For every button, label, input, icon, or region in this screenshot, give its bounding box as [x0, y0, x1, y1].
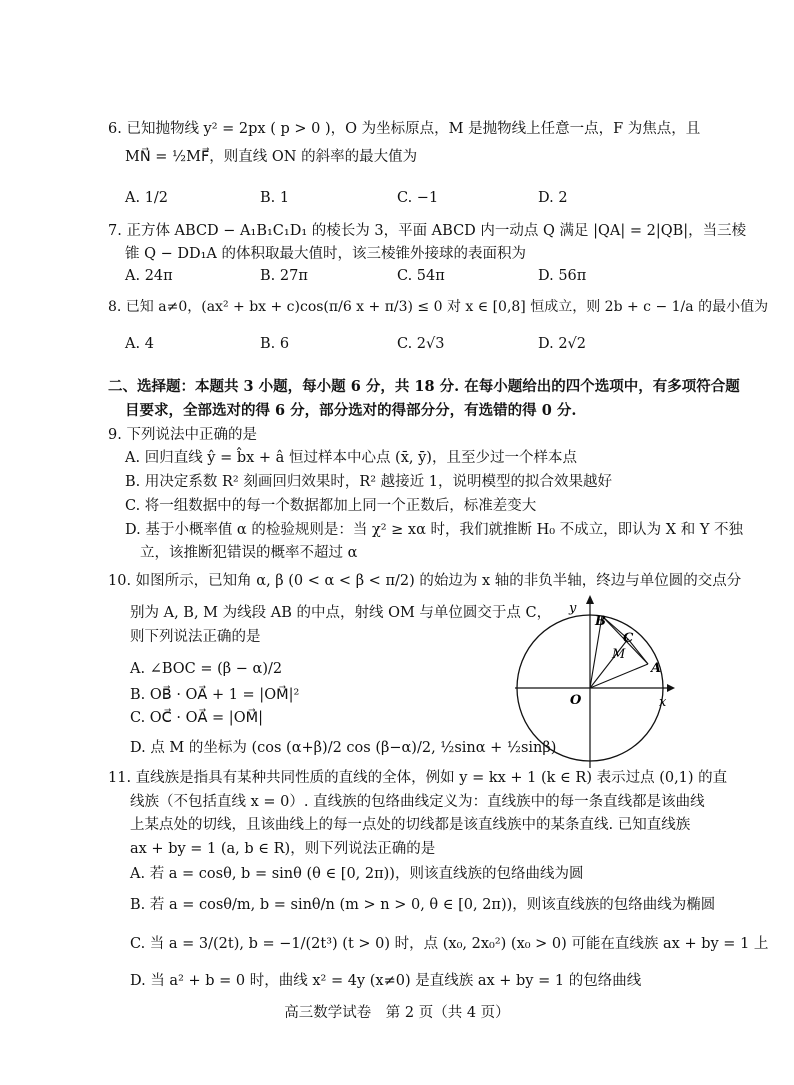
q11-option-d: D. 当 a² + b = 0 时，曲线 x² = 4y (x≠0) 是直线族 ax + by = 1 的包络曲线: [130, 973, 642, 989]
unit-circle-figure: [515, 592, 675, 772]
q11-line4: ax + by = 1 (a, b ∈ R)，则下列说法正确的是: [130, 841, 436, 857]
y-axis-arrow: [586, 595, 594, 604]
q7-option-a: A. 24π: [125, 268, 173, 284]
label-m: M: [612, 647, 626, 662]
q9-option-b: B. 用决定系数 R² 刻画回归效果时，R² 越接近 1，说明模型的拟合效果越好: [125, 474, 612, 490]
q8-line1: 8. 已知 a≠0，(ax² + bx + c)cos(π/6 x + π/3) ≤ 0 对 x ∈ [0,8] 恒成立，则 2b + c − 1/a 的最小值为: [108, 299, 769, 315]
q11-option-c: C. 当 a = 3/(2t), b = −1/(2t³) (t > 0) 时，点 (x₀, 2x₀²) (x₀ > 0) 可能在直线族 ax + by = 1 上: [130, 936, 769, 952]
q8-option-b: B. 6: [260, 336, 290, 352]
q10-line2: 别为 A, B, M 为线段 AB 的中点，射线 OM 与单位圆交于点 C，: [130, 605, 552, 621]
q6-option-d: D. 2: [538, 190, 568, 206]
q10-line3: 则下列说法正确的是: [130, 629, 261, 645]
label-a: A: [651, 661, 662, 676]
q6-option-b: B. 1: [260, 190, 290, 206]
q10-option-d: D. 点 M 的坐标为 (cos (α+β)/2 cos (β−α)/2, ½sinα + ½sinβ): [130, 740, 557, 756]
q11-line2: 线族（不包括直线 x = 0）. 直线族的包络曲线定义为：直线族中的每一条直线都是该曲线: [130, 794, 705, 810]
q8-option-c: C. 2√3: [397, 336, 445, 352]
page-footer: 高三数学试卷 第 2 页（共 4 页）: [284, 1005, 510, 1021]
label-b: B: [595, 614, 606, 629]
q9-stem: 9. 下列说法中正确的是: [108, 427, 257, 443]
q9-option-c: C. 将一组数据中的每一个数据都加上同一个正数后，标准差变大: [125, 498, 537, 514]
q10-line1: 10. 如图所示，已知角 α, β (0 < α < β < π/2) 的始边为 x 轴的非负半轴，终边与单位圆的交点分: [108, 573, 742, 589]
label-c: C: [623, 631, 634, 646]
section2-line2: 目要求，全部选对的得 6 分，部分选对的得部分分，有选错的得 0 分.: [125, 402, 577, 419]
q11-option-b: B. 若 a = cosθ/m, b = sinθ/n (m > n > 0, θ ∈ [0, 2π))，则该直线族的包络曲线为椭圆: [130, 897, 716, 913]
q10-option-b: B. OB⃗ · OA⃗ + 1 = |OM⃗|²: [130, 687, 300, 703]
q8-option-a: A. 4: [125, 336, 154, 352]
q10-option-a: A. ∠BOC = (β − α)/2: [130, 661, 283, 677]
q11-line1: 11. 直线族是指具有某种共同性质的直线的全体，例如 y = kx + 1 (k ∈ R) 表示过点 (0,1) 的直: [108, 770, 728, 786]
q7-option-d: D. 56π: [538, 268, 587, 284]
x-axis-arrow: [667, 684, 675, 692]
q6-line1: 6. 已知抛物线 y² = 2px ( p > 0 )，O 为坐标原点，M 是抛物线上任意一点，F 为焦点，且: [108, 121, 701, 137]
q8-option-d: D. 2√2: [538, 336, 587, 352]
q7-line1: 7. 正方体 ABCD − A₁B₁C₁D₁ 的棱长为 3，平面 ABCD 内一动点 Q 满足 |QA| = 2|QB|，当三棱: [108, 223, 747, 239]
q11-line3: 上某点处的切线，且该曲线上的每一点处的切线都是该直线族中的某条直线. 已知直线族: [130, 817, 691, 833]
q6-option-a: A. 1/2: [125, 190, 169, 206]
q7-line2: 锥 Q − DD₁A 的体积取最大值时，该三棱锥外接球的表面积为: [125, 246, 527, 262]
label-x: x: [659, 695, 667, 710]
q9-option-a: A. 回归直线 ŷ = b̂x + â 恒过样本中心点 (x̄, ȳ)，且至少过一个样本点: [125, 450, 577, 466]
q7-option-b: B. 27π: [260, 268, 308, 284]
q7-option-c: C. 54π: [397, 268, 445, 284]
label-y: y: [569, 601, 577, 616]
section2-line1: 二、选择题：本题共 3 小题，每小题 6 分，共 18 分. 在每小题给出的四个选项中，有多项符合题: [108, 378, 740, 395]
label-o: O: [570, 693, 582, 708]
q9-option-d-line2: 立，该推断犯错误的概率不超过 α: [140, 545, 358, 561]
q6-option-c: C. −1: [397, 190, 439, 206]
q10-option-c: C. OC⃗ · OA⃗ = |OM⃗|: [130, 710, 263, 726]
q6-line2: MN⃗ = ½MF⃗，则直线 ON 的斜率的最大值为: [125, 149, 418, 165]
q9-option-d-line1: D. 基于小概率值 α 的检验规则是：当 χ² ≥ xα 时，我们就推断 H₀ 不成立，即认为 X 和 Y 不独: [125, 522, 743, 538]
q11-option-a: A. 若 a = cosθ, b = sinθ (θ ∈ [0, 2π))，则该直线族的包络曲线为圆: [130, 866, 584, 882]
